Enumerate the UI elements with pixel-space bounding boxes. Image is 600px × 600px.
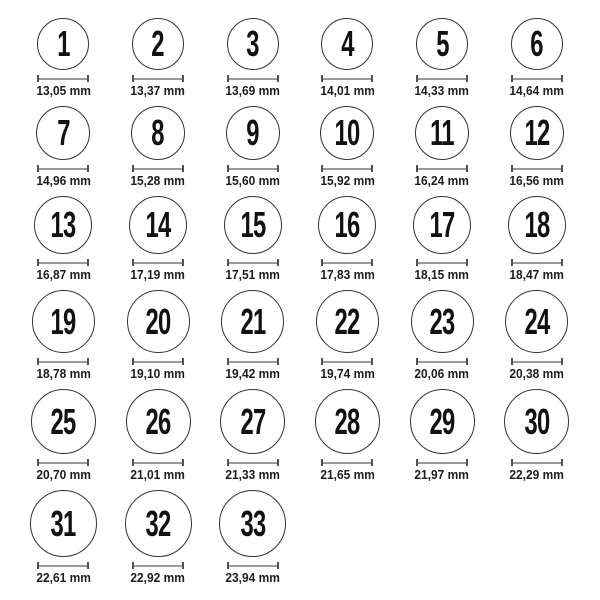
chart-row (16, 290, 584, 381)
empty-cell (489, 490, 584, 585)
measure-tick-right-icon (371, 358, 373, 365)
ring-circle (31, 389, 96, 454)
measure-line (418, 262, 466, 264)
diameter-label: 14,33 mm (414, 83, 470, 98)
ring-size-number: 30 (524, 400, 550, 442)
ring-size-cell (300, 18, 395, 98)
diameter-measure (132, 358, 184, 365)
ring-circle (511, 18, 563, 70)
measure-line (39, 262, 87, 264)
ring-circle (224, 196, 282, 254)
ring-circle (504, 389, 569, 454)
ring-size-cell (300, 196, 395, 282)
ring-size-cell (300, 290, 395, 381)
ring-circle (227, 18, 279, 70)
ring-circle (315, 389, 380, 454)
ring-size-cell (16, 196, 111, 282)
diameter-label: 15,60 mm (225, 173, 280, 188)
measure-line (513, 262, 561, 264)
diameter-measure (416, 358, 468, 365)
measure-tick-right-icon (182, 75, 184, 82)
chart-row (16, 389, 584, 482)
diameter-measure (227, 562, 279, 569)
measure-line (39, 168, 87, 170)
ring-circle (126, 389, 191, 454)
diameter-measure (132, 165, 184, 172)
measure-line (418, 78, 466, 80)
diameter-label: 22,29 mm (509, 467, 564, 482)
ring-size-cell (395, 18, 490, 98)
measure-line (39, 361, 87, 363)
diameter-label: 18,47 mm (509, 267, 564, 282)
ring-size-number: 10 (334, 112, 360, 153)
measure-line (323, 78, 371, 80)
ring-circle (416, 18, 468, 70)
measure-tick-right-icon (87, 259, 89, 266)
ring-circle (34, 196, 92, 254)
chart-row (16, 106, 584, 188)
diameter-measure (227, 358, 279, 365)
empty-cell (300, 490, 395, 585)
ring-size-number: 22 (334, 300, 360, 342)
measure-line (134, 361, 182, 363)
measure-tick-right-icon (182, 259, 184, 266)
measure-line (134, 462, 182, 464)
ring-size-cell (205, 106, 300, 188)
diameter-label: 19,42 mm (225, 366, 280, 381)
measure-line (513, 78, 561, 80)
ring-size-cell (111, 18, 206, 98)
measure-line (323, 168, 371, 170)
diameter-measure (416, 165, 468, 172)
ring-circle (318, 196, 376, 254)
ring-size-number: 6 (530, 23, 543, 64)
measure-tick-right-icon (182, 459, 184, 466)
diameter-label: 14,01 mm (320, 83, 375, 98)
diameter-measure (132, 75, 184, 82)
diameter-measure (37, 562, 89, 569)
ring-size-number: 16 (334, 204, 360, 245)
ring-size-cell (16, 490, 111, 585)
chart-row (16, 490, 584, 585)
ring-size-cell (489, 389, 584, 482)
measure-tick-right-icon (87, 459, 89, 466)
ring-circle (316, 290, 379, 353)
diameter-label: 13,69 mm (225, 83, 280, 98)
ring-circle (132, 18, 184, 70)
diameter-label: 15,92 mm (320, 173, 375, 188)
ring-circle (410, 389, 475, 454)
measure-line (323, 262, 371, 264)
ring-size-cell (395, 290, 490, 381)
ring-circle (505, 290, 568, 353)
measure-tick-right-icon (182, 165, 184, 172)
ring-size-number: 13 (50, 204, 76, 245)
diameter-label: 14,96 mm (36, 173, 91, 188)
measure-line (229, 168, 277, 170)
ring-size-number: 15 (240, 204, 266, 245)
ring-circle (508, 196, 566, 254)
ring-size-number: 27 (240, 400, 266, 442)
ring-circle (220, 389, 285, 454)
diameter-measure (227, 75, 279, 82)
measure-line (39, 565, 87, 567)
ring-circle (320, 106, 374, 160)
ring-circle (129, 196, 187, 254)
diameter-label: 17,19 mm (130, 267, 186, 282)
ring-size-cell (489, 106, 584, 188)
ring-size-cell (111, 290, 206, 381)
measure-tick-right-icon (561, 75, 563, 82)
measure-line (134, 565, 182, 567)
ring-size-number: 2 (151, 23, 165, 64)
diameter-measure (416, 459, 468, 466)
measure-line (134, 78, 182, 80)
measure-line (134, 168, 182, 170)
measure-line (418, 361, 466, 363)
ring-circle (219, 490, 286, 557)
measure-tick-right-icon (466, 165, 468, 172)
ring-circle (226, 106, 280, 160)
ring-size-cell (16, 106, 111, 188)
diameter-label: 17,51 mm (225, 267, 280, 282)
measure-line (229, 78, 277, 80)
measure-tick-right-icon (466, 358, 468, 365)
diameter-measure (37, 358, 89, 365)
ring-size-number: 12 (524, 112, 550, 153)
measure-tick-right-icon (561, 358, 563, 365)
measure-line (513, 361, 561, 363)
ring-size-number: 9 (246, 112, 259, 153)
measure-line (229, 361, 277, 363)
ring-size-number: 4 (341, 23, 354, 64)
diameter-measure (321, 358, 373, 365)
diameter-measure (321, 165, 373, 172)
ring-size-number: 7 (57, 112, 70, 153)
ring-size-number: 23 (429, 300, 455, 342)
measure-tick-right-icon (561, 459, 563, 466)
diameter-measure (416, 259, 468, 266)
diameter-measure (416, 75, 468, 82)
measure-tick-right-icon (277, 459, 279, 466)
ring-circle (30, 490, 97, 557)
ring-size-cell (205, 290, 300, 381)
ring-size-cell (489, 196, 584, 282)
measure-tick-right-icon (277, 165, 279, 172)
diameter-label: 16,87 mm (36, 267, 91, 282)
ring-circle (321, 18, 373, 70)
diameter-label: 20,38 mm (509, 366, 564, 381)
ring-size-cell (205, 18, 300, 98)
ring-size-number: 33 (240, 502, 266, 544)
ring-size-number: 26 (145, 400, 171, 442)
diameter-measure (511, 259, 563, 266)
ring-size-cell (111, 196, 206, 282)
ring-size-cell (489, 290, 584, 381)
diameter-label: 22,61 mm (36, 570, 91, 585)
ring-size-number: 5 (435, 23, 449, 64)
diameter-measure (37, 259, 89, 266)
diameter-label: 19,74 mm (320, 366, 375, 381)
ring-size-number: 1 (57, 23, 70, 64)
measure-tick-right-icon (87, 562, 89, 569)
diameter-label: 21,97 mm (414, 467, 470, 482)
ring-size-cell (16, 18, 111, 98)
ring-size-number: 19 (50, 300, 76, 342)
ring-size-cell (205, 196, 300, 282)
diameter-measure (321, 459, 373, 466)
ring-circle (32, 290, 95, 353)
empty-cell (395, 490, 490, 585)
ring-size-cell (111, 490, 206, 585)
diameter-measure (37, 165, 89, 172)
ring-size-number: 3 (246, 23, 259, 64)
ring-size-number: 32 (145, 502, 171, 544)
ring-size-cell (395, 106, 490, 188)
measure-tick-right-icon (277, 562, 279, 569)
ring-circle (125, 490, 192, 557)
chart-row (16, 18, 584, 98)
diameter-measure (227, 459, 279, 466)
ring-size-number: 14 (145, 204, 171, 245)
ring-circle (415, 106, 469, 160)
diameter-measure (511, 75, 563, 82)
diameter-label: 14,64 mm (509, 83, 564, 98)
diameter-measure (321, 259, 373, 266)
ring-size-number: 11 (430, 112, 454, 153)
diameter-label: 15,28 mm (130, 173, 186, 188)
measure-line (39, 78, 87, 80)
diameter-label: 13,05 mm (36, 83, 91, 98)
measure-tick-right-icon (561, 165, 563, 172)
ring-circle (413, 196, 471, 254)
measure-tick-right-icon (182, 358, 184, 365)
ring-circle (37, 18, 89, 70)
ring-size-cell (205, 389, 300, 482)
diameter-measure (37, 75, 89, 82)
diameter-label: 19,10 mm (130, 366, 186, 381)
diameter-label: 18,78 mm (36, 366, 91, 381)
diameter-measure (132, 259, 184, 266)
measure-tick-right-icon (371, 259, 373, 266)
measure-tick-right-icon (371, 459, 373, 466)
ring-size-number: 20 (145, 300, 171, 342)
ring-size-number: 17 (429, 204, 455, 245)
measure-line (229, 565, 277, 567)
measure-tick-right-icon (277, 358, 279, 365)
ring-circle (411, 290, 474, 353)
measure-tick-right-icon (371, 75, 373, 82)
diameter-label: 17,83 mm (320, 267, 375, 282)
diameter-measure (511, 165, 563, 172)
ring-size-number: 21 (240, 300, 266, 342)
diameter-label: 21,01 mm (130, 467, 186, 482)
diameter-label: 21,33 mm (225, 467, 280, 482)
ring-size-cell (16, 290, 111, 381)
ring-size-number: 18 (524, 204, 550, 245)
diameter-label: 16,56 mm (509, 173, 564, 188)
ring-size-cell (205, 490, 300, 585)
diameter-label: 20,06 mm (414, 366, 470, 381)
diameter-label: 20,70 mm (36, 467, 91, 482)
measure-tick-right-icon (182, 562, 184, 569)
ring-size-number: 8 (151, 112, 165, 153)
measure-tick-right-icon (277, 259, 279, 266)
measure-line (39, 462, 87, 464)
ring-size-cell (111, 389, 206, 482)
chart-row (16, 196, 584, 282)
ring-size-number: 29 (429, 400, 455, 442)
ring-size-number: 25 (50, 400, 76, 442)
ring-size-cell (395, 196, 490, 282)
diameter-label: 23,94 mm (225, 570, 280, 585)
measure-tick-right-icon (466, 75, 468, 82)
diameter-measure (511, 459, 563, 466)
measure-tick-right-icon (87, 75, 89, 82)
ring-circle (127, 290, 190, 353)
diameter-measure (227, 165, 279, 172)
ring-size-cell (300, 389, 395, 482)
diameter-label: 22,92 mm (130, 570, 186, 585)
diameter-label: 13,37 mm (130, 83, 186, 98)
ring-circle (510, 106, 564, 160)
measure-tick-right-icon (466, 459, 468, 466)
ring-size-number: 24 (524, 300, 550, 342)
measure-line (418, 462, 466, 464)
measure-tick-right-icon (87, 165, 89, 172)
diameter-measure (321, 75, 373, 82)
ring-circle (131, 106, 185, 160)
ring-circle (221, 290, 284, 353)
measure-tick-right-icon (87, 358, 89, 365)
ring-size-cell (111, 106, 206, 188)
ring-size-number: 31 (50, 502, 76, 544)
diameter-measure (227, 259, 279, 266)
diameter-label: 18,15 mm (414, 267, 470, 282)
measure-tick-right-icon (277, 75, 279, 82)
diameter-label: 21,65 mm (320, 467, 375, 482)
measure-line (229, 462, 277, 464)
measure-line (418, 168, 466, 170)
diameter-label: 16,24 mm (414, 173, 470, 188)
measure-line (323, 361, 371, 363)
measure-line (134, 262, 182, 264)
ring-circle (36, 106, 90, 160)
diameter-measure (511, 358, 563, 365)
ring-size-cell (395, 389, 490, 482)
ring-size-cell (16, 389, 111, 482)
ring-size-number: 28 (334, 400, 360, 442)
measure-line (513, 462, 561, 464)
measure-line (513, 168, 561, 170)
diameter-measure (37, 459, 89, 466)
diameter-measure (132, 562, 184, 569)
measure-tick-right-icon (466, 259, 468, 266)
ring-size-cell (300, 106, 395, 188)
measure-tick-right-icon (561, 259, 563, 266)
ring-size-cell (489, 18, 584, 98)
measure-line (323, 462, 371, 464)
measure-line (229, 262, 277, 264)
diameter-measure (132, 459, 184, 466)
measure-tick-right-icon (371, 165, 373, 172)
